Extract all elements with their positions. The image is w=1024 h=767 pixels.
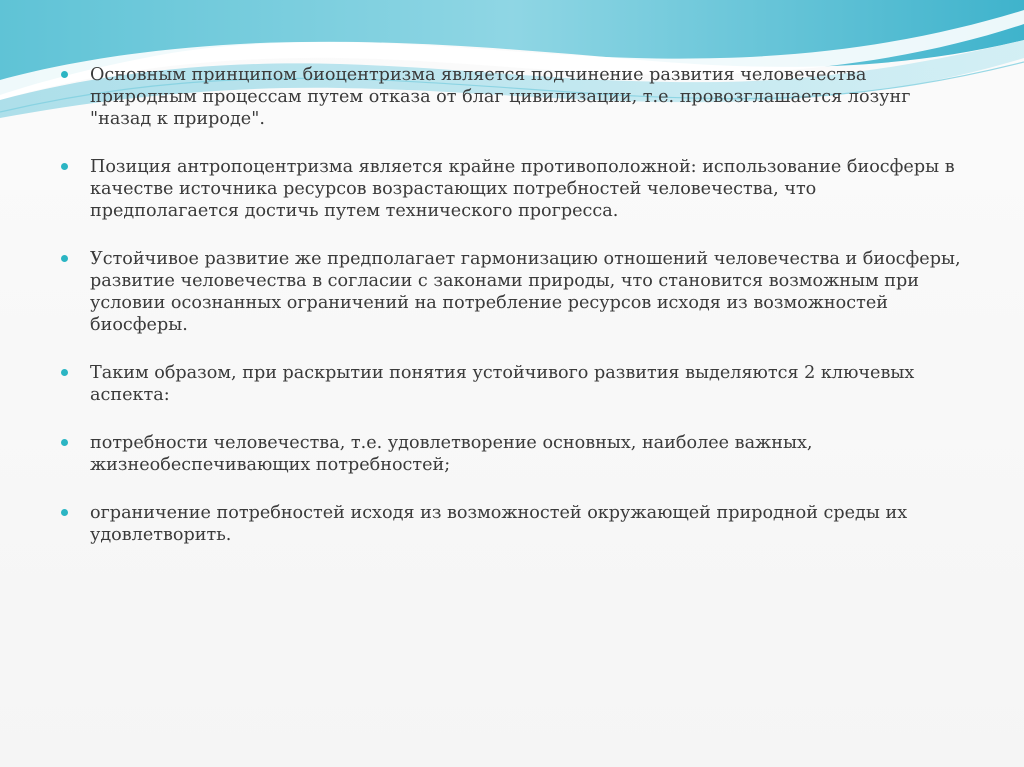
bullet-item xyxy=(60,248,970,336)
bullet-text: Таким образом, при раскрытии понятия устойчивого развития выделяются 2 ключевых аспекта: xyxy=(90,363,915,405)
bullet-list xyxy=(60,64,970,572)
bullet-text: Основным принципом биоцентризма является подчинение развития человечества природным процессам путем отказа от благ цивилизации, т.е. провозглашается лозунг "назад к природе". xyxy=(90,65,911,129)
bullet-dot-icon xyxy=(61,509,68,516)
bullet-text: Устойчивое развитие же предполагает гармонизацию отношений человечества и биосферы, развитие человечества в согласии с законами природы, что становится возможным при условии осознанных ограничений на потребление ресурсов исходя из возможностей биосферы. xyxy=(90,249,961,335)
bullet-item xyxy=(60,362,970,406)
bullet-item xyxy=(60,64,970,130)
bullet-item xyxy=(60,432,970,476)
bullet-dot-icon xyxy=(61,163,68,170)
bullet-dot-icon xyxy=(61,71,68,78)
bullet-item xyxy=(60,156,970,222)
bullet-text: Позиция антропоцентризма является крайне противоположной: использование биосферы в качестве источника ресурсов возрастающих потребностей человечества, что предполагается достичь путем технического прогресса. xyxy=(90,157,955,221)
bullet-text: потребности человечества, т.е. удовлетворение основных, наиболее важных, жизнеобеспечивающих потребностей; xyxy=(90,433,813,475)
bullet-dot-icon xyxy=(61,255,68,262)
bullet-text: ограничение потребностей исходя из возможностей окружающей природной среды их удовлетворить. xyxy=(90,503,908,545)
bullet-dot-icon xyxy=(61,439,68,446)
bullet-item xyxy=(60,502,970,546)
bullet-dot-icon xyxy=(61,369,68,376)
